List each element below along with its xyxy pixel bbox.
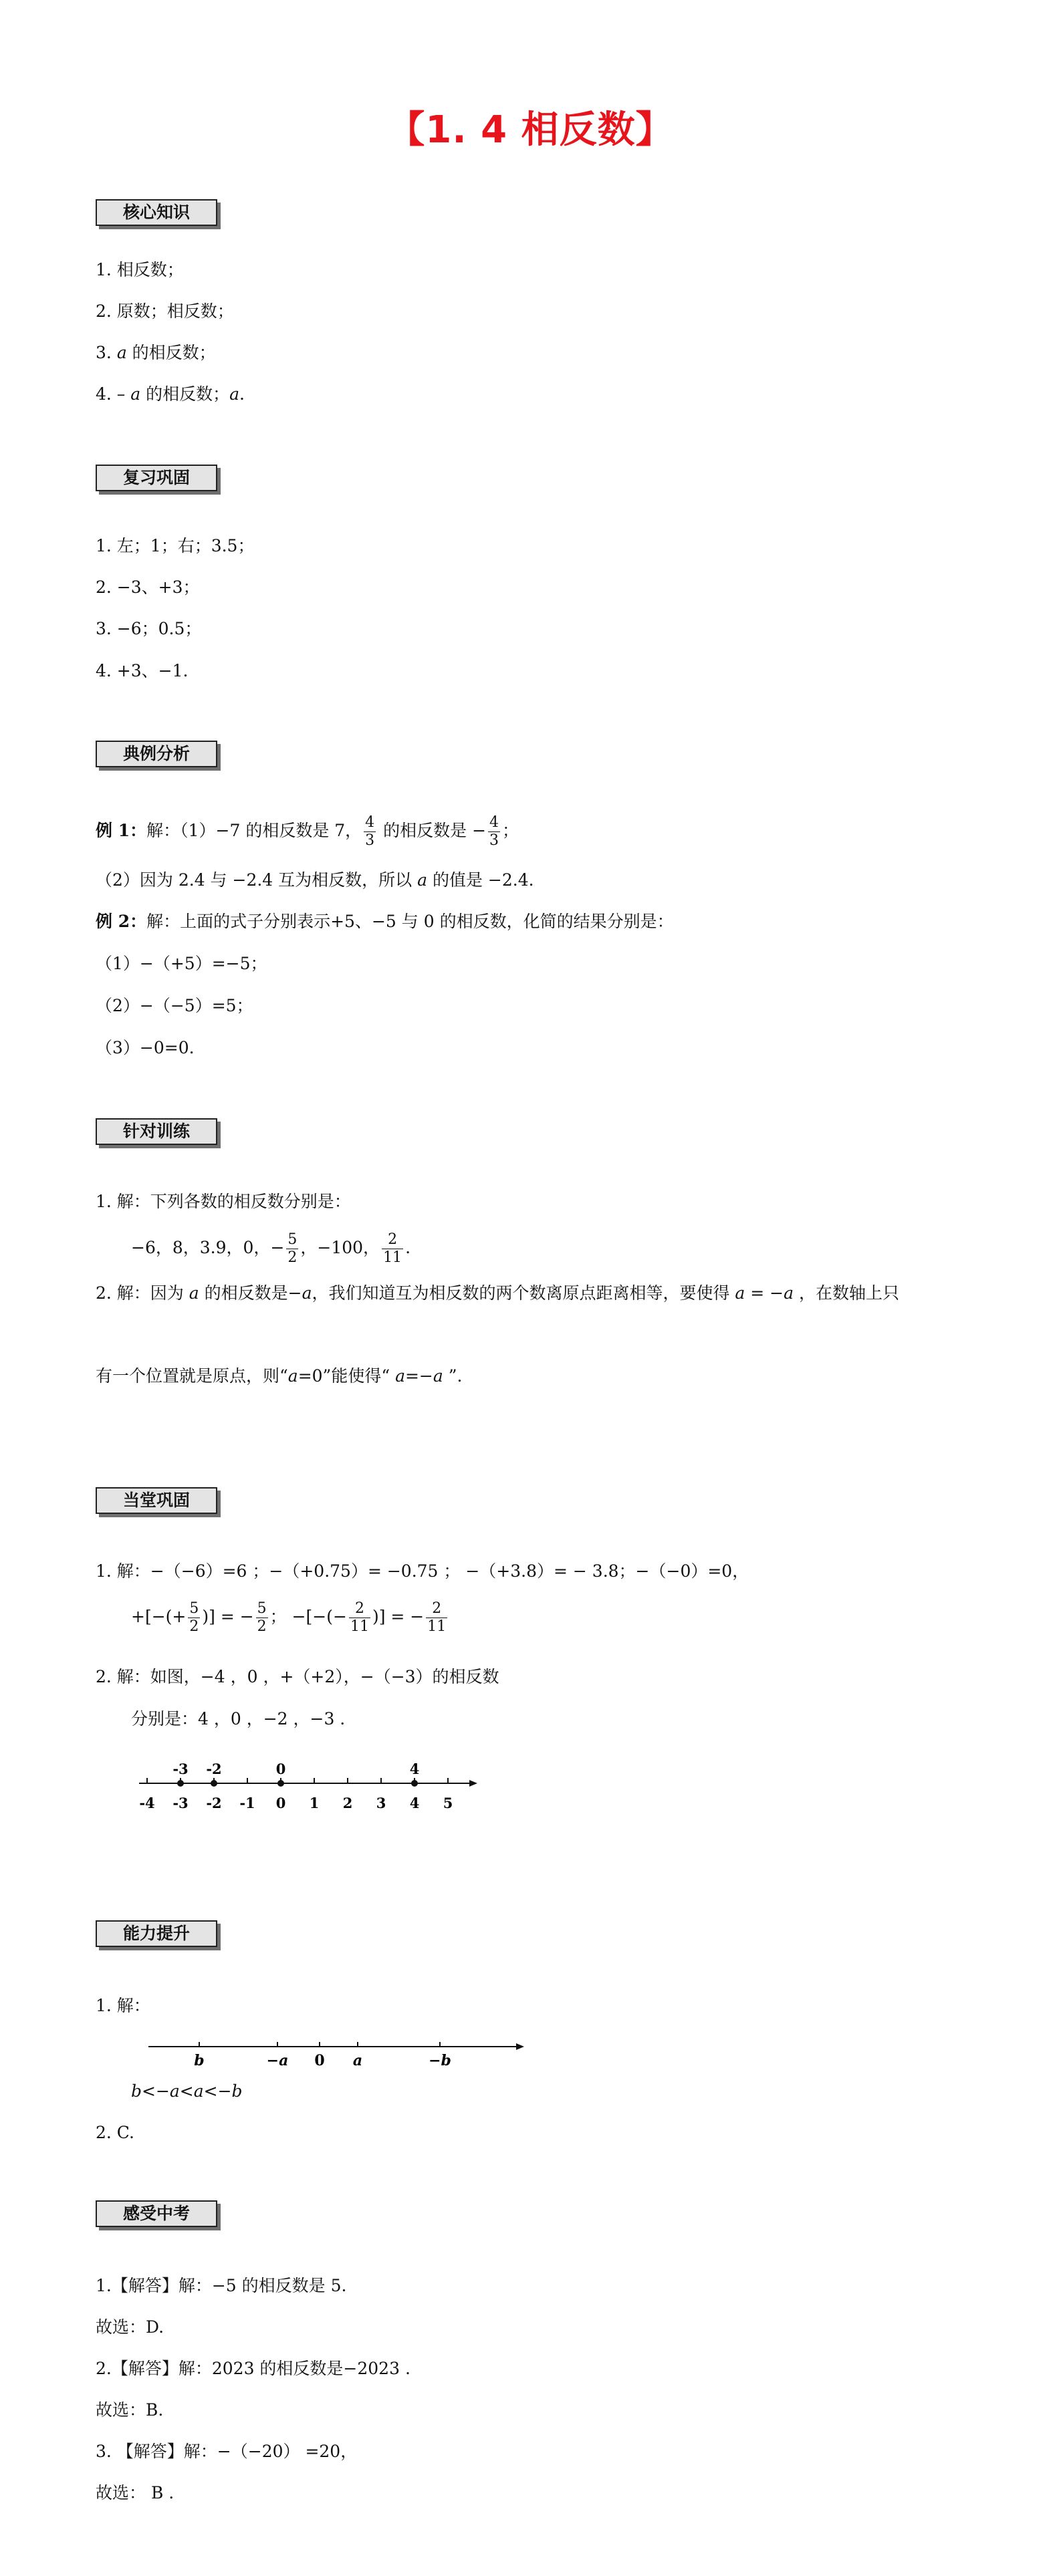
section-heading-practice: 针对训练 [96,1118,217,1145]
answer-line: 2. C. [96,2123,134,2142]
answer-line: 4. +3、−1. [96,661,189,680]
point-marker [411,1780,418,1787]
point-marker [211,1780,217,1787]
axis-label: a [352,2052,363,2069]
example-1-line-2: （2）因为 2.4 与 −2.4 互为相反数，所以 a 的值是 −2.4. [96,870,534,890]
section-heading-review: 复习巩固 [96,465,217,491]
axis-tick-label: 2 [342,1795,353,1811]
axis-tick-label: -2 [206,1795,222,1811]
point-label: 0 [275,1761,286,1777]
answer-line: 1. 左；1；右；3.5； [96,536,255,555]
section-heading-examples: 典例分析 [96,741,217,767]
answer-line: 1. 解：−（−6）=6 ；−（+0.75）= −0.75 ； −（+3.8）= − 3.8；−（−0）=0， [96,1561,749,1581]
answer-line: 3. −6；0.5； [96,619,202,638]
fraction: $\frac{2}{11}$ [427,1600,447,1635]
arrow-icon [516,2043,524,2050]
axis-label: −a [266,2052,289,2069]
axis-tick-label: -1 [239,1795,255,1811]
section-heading-core-knowledge: 核心知识 [96,199,217,226]
number-line-figure [127,1751,481,1825]
answer-choice: 故选：D. [96,2317,164,2337]
answer-values-line: −6，8，3.9，0，− $\frac{5}{2}$ ，−100， $\frac{2}{11}$ . [131,1231,411,1266]
page-title: 【1. 4 相反数】 [387,108,674,152]
fraction: $\frac{2}{11}$ [350,1600,369,1635]
axis-label: 0 [314,2052,325,2069]
answer-line: （2）−（−5）=5； [96,996,253,1015]
answer-line: 有一个位置就是原点，则“a=0”能使得“ a=−a ”. [96,1366,463,1386]
axis-tick-label: -3 [172,1795,189,1811]
point-label: 4 [409,1761,420,1777]
point-marker [277,1780,284,1787]
answer-line: 3. a 的相反数； [96,343,216,362]
axis-tick-label: 1 [309,1795,320,1811]
answer-line: 分别是：4 ，0 ，−2 ，−3 . [131,1709,346,1728]
fraction: $\frac{5}{2}$ [257,1600,267,1635]
number-line-figure-2 [140,2032,528,2079]
answer-line: 2. 原数；相反数； [96,301,234,321]
answer-line: 2. −3、+3； [96,577,200,597]
axis-label: −b [429,2052,451,2069]
section-heading-consolidation: 当堂巩固 [96,1487,217,1514]
axis-tick-label: 3 [376,1795,386,1811]
point-label: -3 [172,1761,189,1777]
section-heading-ability: 能力提升 [96,1920,217,1947]
axis-tick-label: -4 [139,1795,155,1811]
answer-line: 2.【解答】解：2023 的相反数是−2023 . [96,2359,410,2378]
answer-line: （1）−（+5）=−5； [96,954,267,973]
answer-line-fractions: +[−(+ $\frac{5}{2}$ )] = − $\frac{5}{2}$ ； −[−(− $\frac{2}{11}$ )] = − $\frac{2}{11}$ [131,1600,447,1635]
answer-line: （3）−0=0. [96,1038,195,1057]
answer-choice: 故选： B . [96,2483,174,2502]
point-label: -2 [206,1761,222,1777]
fraction: $\frac{5}{2}$ [287,1231,298,1266]
axis-tick-label: 0 [275,1795,286,1811]
answer-line: 1. 解：下列各数的相反数分别是： [96,1192,351,1211]
inequality: b<−a<a<−b [131,2081,243,2101]
answer-line: 2. 解：如图，−4 ，0 ，+（+2），−（−3）的相反数 [96,1667,499,1686]
answer-line: 2. 解：因为 a 的相反数是−a，我们知道互为相反数的两个数离原点距离相等，要使得 a = −a ，在数轴上只 [96,1283,899,1303]
fraction: $\frac{5}{2}$ [189,1600,199,1635]
answer-line: 4. – a 的相反数；a. [96,384,245,404]
section-heading-exam: 感受中考 [96,2200,217,2227]
arrow-icon [469,1780,477,1787]
example-1-line-1: 例 1：解：（1）−7 的相反数是 7， $\frac{4}{3}$ 的相反数是 − $\frac{4}{3}$ ； [96,814,519,849]
fraction: $\frac{4}{3}$ [489,814,499,849]
answer-line: 3. 【解答】解：−（−20） =20， [96,2442,358,2461]
axis-tick-label: 5 [443,1795,453,1811]
fraction: $\frac{4}{3}$ [365,814,375,849]
answer-line: 1. 解： [96,1996,150,2015]
answer-line: 1.【解答】解：−5 的相反数是 5. [96,2276,347,2295]
fraction: $\frac{2}{11}$ [383,1231,402,1266]
answer-choice: 故选：B. [96,2400,164,2420]
point-marker [177,1780,184,1787]
example-2-line: 例 2：解：上面的式子分别表示+5、−5 与 0 的相反数，化简的结果分别是： [96,912,674,931]
axis-tick-label: 4 [409,1795,420,1811]
axis-label: b [194,2052,205,2069]
answer-line: 1. 相反数； [96,260,184,279]
